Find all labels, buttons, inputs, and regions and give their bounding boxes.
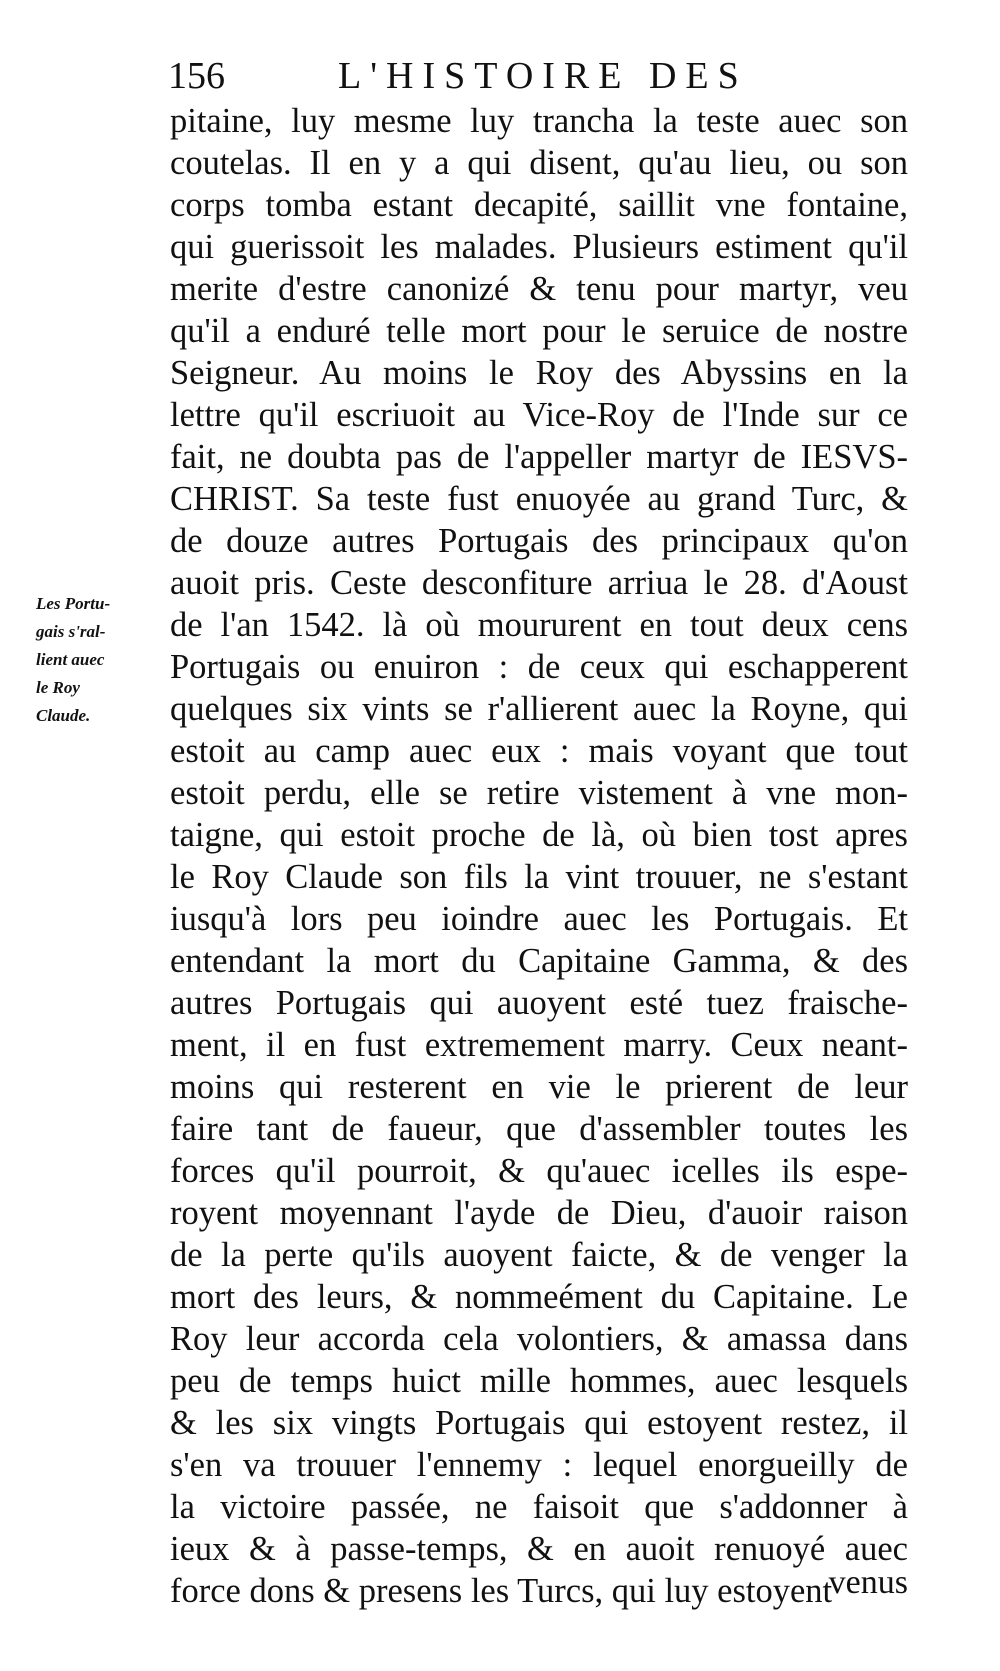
text-line: coutelas. Il en y a qui disent, qu'au lieu, ou son — [170, 144, 908, 182]
text-line: taigne, qui estoit proche de là, où bien tost apres — [170, 816, 908, 854]
text-line: merite d'estre canonizé & tenu pour martyr, veu — [170, 270, 908, 308]
margin-note-line: Les Portu- — [36, 594, 111, 613]
text-line: corps tomba estant decapité, saillit vne fontaine, — [170, 186, 908, 224]
text-line: lettre qu'il escriuoit au Vice-Roy de l'Inde sur ce — [170, 396, 908, 434]
text-line: ment, il en fust extremement marry. Ceux neant- — [170, 1026, 908, 1064]
body-text — [170, 100, 908, 1612]
text-line: faire tant de faueur, que d'assembler toutes les — [170, 1110, 908, 1148]
text-line: estoit perdu, elle se retire vistement à vne mon- — [170, 774, 908, 812]
running-head — [168, 52, 908, 100]
text-line: fait, ne doubta pas de l'appeller martyr de IESVS- — [170, 438, 908, 476]
text-line: forces qu'il pourroit, & qu'auec icelles ils espe- — [170, 1152, 908, 1190]
text-line: estoit au camp auec eux : mais voyant que tout — [170, 732, 908, 770]
text-line: moins qui resterent en vie le prierent de leur — [170, 1068, 908, 1106]
text-line: qu'il a enduré telle mort pour le seruice de nostre — [170, 312, 908, 350]
text-line: Roy leur accorda cela volontiers, & amassa dans — [170, 1320, 908, 1358]
text-line: quelques six vints se r'allierent auec la Royne, qui — [170, 690, 908, 728]
text-line: iusqu'à lors peu ioindre auec les Portugais. Et — [170, 900, 908, 938]
text-line: s'en va trouuer l'ennemy : lequel enorgueilly de — [170, 1446, 908, 1484]
text-line: de douze autres Portugais des principaux qu'on — [170, 522, 908, 560]
page-number: 156 — [168, 55, 225, 97]
margin-note-line: gais s'ral- — [36, 622, 106, 641]
text-line: le Roy Claude son fils la vint trouuer, ne s'estant — [170, 858, 908, 896]
text-line: peu de temps huict mille hommes, auec lesquels — [170, 1362, 908, 1400]
text-line: & les six vingts Portugais qui estoyent restez, il — [170, 1404, 908, 1442]
margin-note-line: le Roy — [36, 678, 80, 697]
text-line: Seigneur. Au moins le Roy des Abyssins en la — [170, 354, 908, 392]
text-line: de la perte qu'ils auoyent faicte, & de venger la — [170, 1236, 908, 1274]
margin-note-line: lient auec — [36, 650, 105, 669]
text-line: CHRIST. Sa teste fust enuoyée au grand Turc, & — [170, 480, 908, 518]
margin-note — [36, 590, 164, 730]
text-line: entendant la mort du Capitaine Gamma, & des — [170, 942, 908, 980]
text-line: auoit pris. Ceste desconfiture arriua le 28. d'Aoust — [170, 564, 908, 602]
text-line: royent moyennant l'ayde de Dieu, d'auoir raison — [170, 1194, 908, 1232]
text-line: force dons & presens les Turcs, qui luy estoyent — [170, 1572, 833, 1610]
text-line: ieux & à passe-temps, & en auoit renuoyé auec — [170, 1530, 908, 1568]
margin-note-line: Claude. — [36, 706, 91, 725]
text-line: qui guerissoit les malades. Plusieurs estiment qu'il — [170, 228, 908, 266]
text-line: autres Portugais qui auoyent esté tuez fraische- — [170, 984, 908, 1022]
text-line: pitaine, luy mesme luy trancha la teste auec son — [170, 102, 908, 140]
catchword: venus — [828, 1564, 908, 1601]
text-line: la victoire passée, ne faisoit que s'addonner à — [170, 1488, 908, 1526]
text-line: de l'an 1542. là où moururent en tout deux cens — [170, 606, 908, 644]
running-title: L'HISTOIRE DES — [338, 55, 748, 97]
text-line: mort des leurs, & nommeément du Capitaine. Le — [170, 1278, 908, 1316]
text-line: Portugais ou enuiron : de ceux qui eschapperent — [170, 648, 908, 686]
